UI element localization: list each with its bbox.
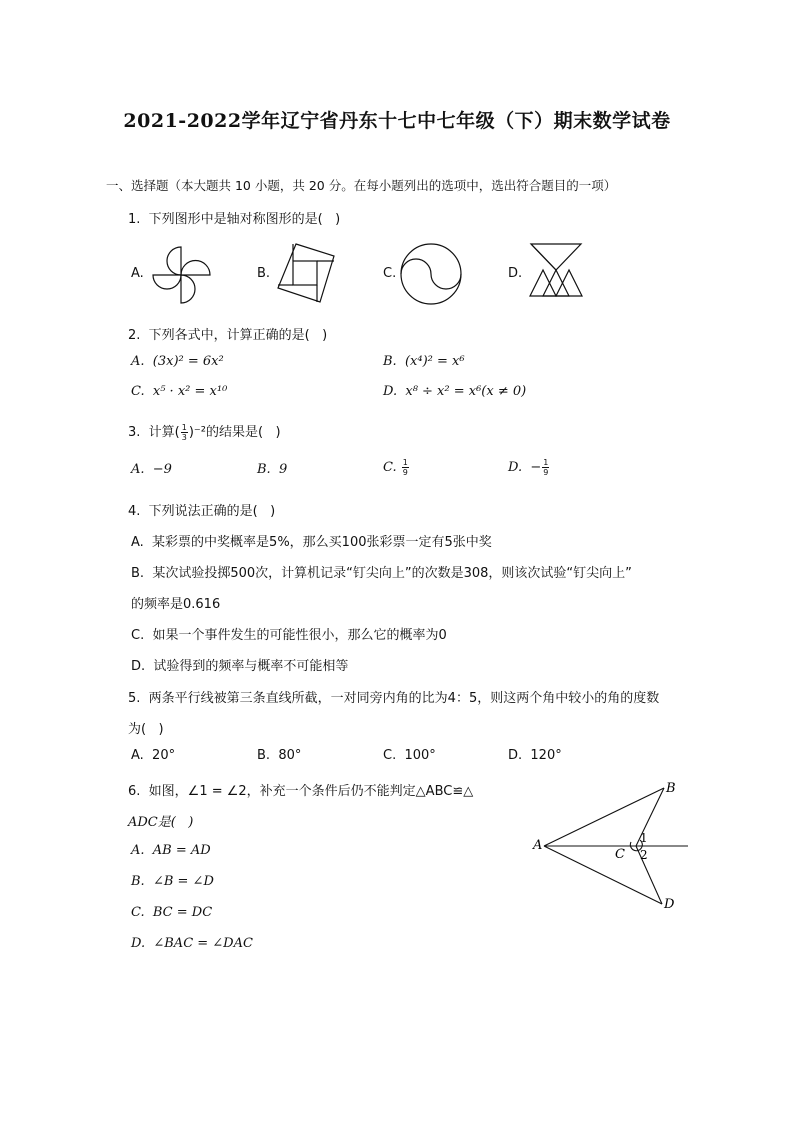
q3-stem-suffix: )⁻²的结果是( )	[188, 425, 281, 440]
angle-1-label: 1	[640, 831, 648, 845]
question-4-stem: 4. 下列说法正确的是( )	[128, 504, 276, 519]
q1-option-c-label: C.	[383, 266, 397, 281]
q2-option-a: A. (3x)² = 6x²	[131, 354, 224, 369]
q3-option-c-fraction	[402, 458, 409, 477]
q4-option-c: C. 如果一个事件发生的可能性很小，那么它的概率为0	[131, 628, 447, 643]
q3-option-d	[508, 458, 550, 477]
q4-option-d: D. 试验得到的频率与概率不可能相等	[131, 659, 349, 674]
q5-option-c: C. 100°	[383, 748, 436, 763]
q3-option-a: A. −9	[131, 462, 172, 477]
question-6-stem-line2: ADC是( )	[128, 815, 194, 830]
triangle-geometry-figure	[528, 776, 694, 916]
point-d-label: D	[664, 897, 675, 912]
question-5-stem-line2: 为( )	[128, 722, 164, 737]
yin-yang-figure	[399, 242, 463, 306]
q3-stem-frac-den: 3	[181, 433, 187, 442]
q5-option-b: B. 80°	[257, 748, 302, 763]
q3-d-frac-num: 1	[543, 458, 549, 467]
q3-option-d-fraction	[542, 458, 549, 477]
q6-option-c: C. BC = DC	[131, 905, 213, 920]
question-1-stem: 1. 下列图形中是轴对称图形的是( )	[128, 212, 341, 227]
q5-option-d: D. 120°	[508, 748, 562, 763]
pinwheel-figure	[150, 244, 214, 306]
question-3-stem	[128, 421, 281, 442]
q2-option-c: C. x⁵ · x² = x¹⁰	[131, 384, 228, 399]
question-5-stem-line1: 5. 两条平行线被第三条直线所截，一对同旁内角的比为4：5，则这两个角中较小的角的度数	[128, 691, 660, 706]
rotated-squares-figure	[274, 242, 338, 306]
point-b-label: B	[666, 781, 676, 796]
q1-option-a-label: A.	[131, 266, 144, 281]
angle-2-label: 2	[640, 848, 648, 862]
page-title: 2021-2022学年辽宁省丹东十七中七年级（下）期末数学试卷	[123, 110, 671, 132]
triangles-figure	[527, 242, 585, 300]
point-a-label: A	[533, 838, 543, 853]
question-2-stem: 2. 下列各式中，计算正确的是( )	[128, 328, 328, 343]
q4-option-b-line2: 的频率是0.616	[131, 597, 221, 612]
q6-option-d: D. ∠BAC = ∠DAC	[131, 936, 253, 951]
q2-option-d: D. x⁸ ÷ x² = x⁶(x ≠ 0)	[383, 384, 527, 399]
q3-stem-prefix: 3. 计算(	[128, 425, 180, 440]
q3-c-frac-den: 9	[402, 468, 408, 477]
q2-option-b: B. (x⁴)² = x⁶	[383, 354, 465, 369]
q6-option-b: B. ∠B = ∠D	[131, 874, 214, 889]
q3-option-b: B. 9	[257, 462, 288, 477]
q3-option-d-label: D. −	[508, 460, 542, 475]
q3-option-c	[383, 458, 410, 477]
q3-stem-fraction	[181, 423, 188, 442]
question-6-stem-line1: 6. 如图，∠1 = ∠2，补充一个条件后仍不能判定△ABC≌△	[128, 784, 474, 799]
q6-option-a: A. AB = AD	[131, 843, 211, 858]
q3-stem-frac-num: 1	[181, 423, 187, 432]
q3-d-frac-den: 9	[543, 468, 549, 477]
point-c-label: C	[615, 847, 625, 862]
q4-option-b-line1: B. 某次试验投掷500次，计算机记录“钉尖向上”的次数是308，则该次试验“钉尖向上”	[131, 566, 632, 581]
section-heading: 一、选择题（本大题共 10 小题，共 20 分。在每小题列出的选项中，选出符合题目的一项）	[106, 178, 617, 193]
q3-c-frac-num: 1	[402, 458, 408, 467]
q5-option-a: A. 20°	[131, 748, 176, 763]
q1-option-d-label: D.	[508, 266, 523, 281]
q3-option-c-label: C.	[383, 460, 397, 475]
q4-option-a: A. 某彩票的中奖概率是5%，那么买100张彩票一定有5张中奖	[131, 535, 492, 550]
q1-option-b-label: B.	[257, 266, 271, 281]
